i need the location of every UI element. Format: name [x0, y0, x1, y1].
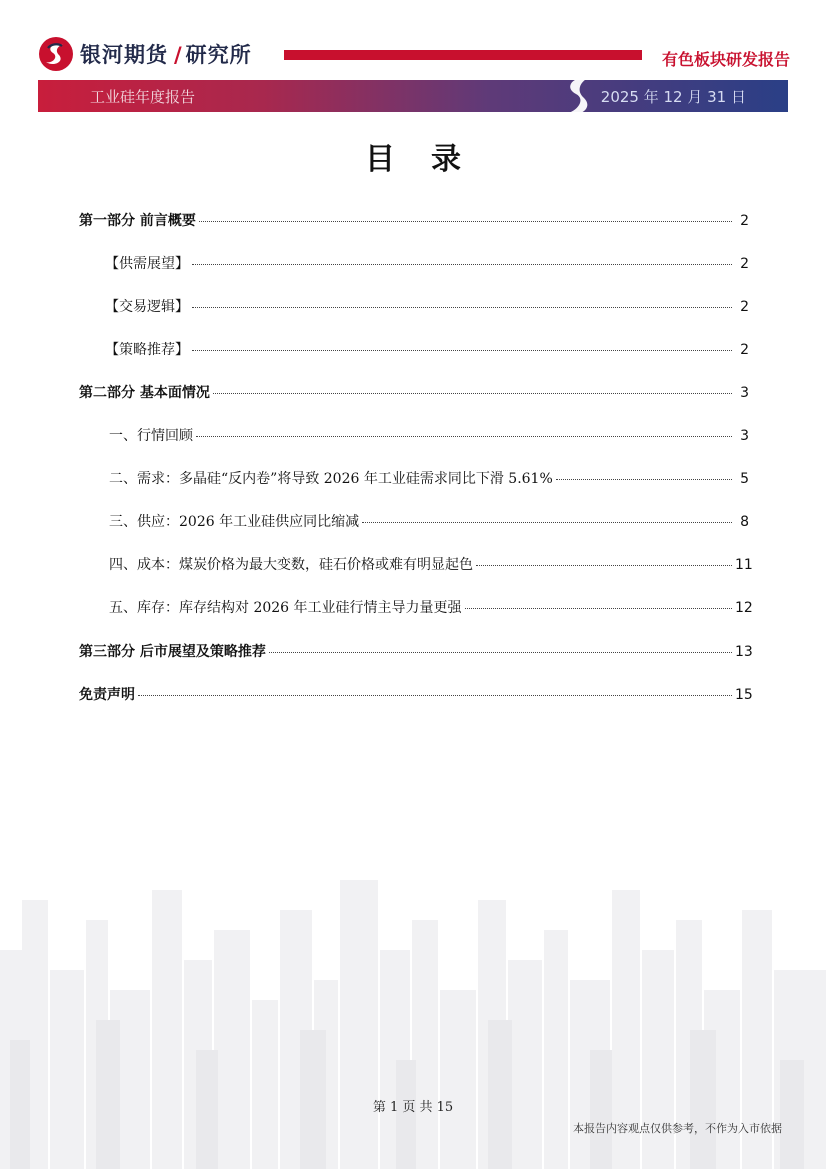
toc-item-title: 一、行情回顾 — [109, 428, 193, 444]
toc-item-title: 免责声明 — [79, 687, 135, 703]
toc-dot-leader — [192, 264, 732, 265]
toc-dot-leader — [213, 393, 732, 394]
toc-item-title: 四、成本：煤炭价格为最大变数，硅石价格或难有明显起色 — [109, 557, 473, 573]
toc-item-title: 【交易逻辑】 — [105, 299, 189, 315]
toc-dot-leader — [199, 221, 732, 222]
page-title: 目录 — [365, 142, 497, 177]
banner-s-icon — [558, 74, 598, 118]
header-banner — [38, 80, 788, 112]
toc-item-title: 二、需求：多晶硅“反内卷”将导致 2026 年工业硅需求同比下滑 5.61% — [109, 471, 553, 487]
toc-item-page: 13 — [735, 644, 753, 660]
footer-disclaimer: 本报告内容观点仅供参考，不作为入市依据 — [573, 1122, 782, 1135]
toc-dot-leader — [362, 522, 732, 523]
toc-item-title: 五、库存：库存结构对 2026 年工业硅行情主导力量更强 — [109, 600, 462, 616]
toc-item[interactable] — [109, 468, 749, 488]
toc-item-title: 第三部分 后市展望及策略推荐 — [79, 644, 266, 660]
toc-item-title: 第二部分 基本面情况 — [79, 385, 210, 401]
toc-dot-leader — [192, 350, 732, 351]
toc-item-page: 12 — [735, 600, 753, 616]
toc-item[interactable] — [79, 210, 749, 230]
toc-dot-leader — [138, 695, 732, 696]
report-date: 2025 年 12 月 31 日 — [600, 88, 746, 106]
toc-dot-leader — [465, 608, 732, 609]
toc-item-page: 2 — [740, 342, 749, 358]
toc-item-page: 3 — [740, 385, 749, 401]
toc-item-page: 5 — [740, 471, 749, 487]
toc-item[interactable] — [109, 511, 749, 531]
header-red-bar — [284, 50, 642, 60]
toc-item-page: 8 — [740, 514, 749, 530]
brand-name: 银河期货 — [80, 43, 168, 67]
toc-item[interactable] — [109, 425, 749, 445]
toc-item-page: 11 — [735, 557, 753, 573]
toc-dot-leader — [192, 307, 732, 308]
toc-item[interactable] — [109, 597, 753, 617]
toc-item-title: 三、供应：2026 年工业硅供应同比缩减 — [109, 514, 360, 530]
report-type: 工业硅年度报告 — [90, 88, 196, 106]
toc-item-title: 第一部分 前言概要 — [79, 213, 196, 229]
toc-item[interactable] — [105, 339, 749, 359]
page-number: 第 1 页 共 15 — [372, 1100, 454, 1115]
toc-item[interactable] — [79, 382, 749, 402]
brand-division: 研究所 — [185, 43, 252, 67]
galaxy-logo-icon — [38, 36, 74, 72]
toc-item[interactable] — [105, 253, 749, 273]
toc-item-page: 3 — [740, 428, 749, 444]
toc-dot-leader — [196, 436, 732, 437]
toc-dot-leader — [476, 565, 732, 566]
report-category: 有色板块研发报告 — [661, 50, 790, 69]
toc-item-page: 2 — [740, 213, 749, 229]
toc-item[interactable] — [105, 296, 749, 316]
toc-item-title: 【策略推荐】 — [105, 342, 189, 358]
toc-item-page: 2 — [740, 299, 749, 315]
company-logo — [38, 36, 252, 72]
toc-dot-leader — [556, 479, 732, 480]
toc-item-page: 2 — [740, 256, 749, 272]
brand-slash: / — [174, 43, 183, 67]
toc-item[interactable] — [79, 684, 753, 704]
toc-item-title: 【供需展望】 — [105, 256, 189, 272]
toc-dot-leader — [269, 652, 732, 653]
toc-item[interactable] — [79, 641, 753, 661]
toc-item-page: 15 — [735, 687, 753, 703]
toc-item[interactable] — [109, 554, 753, 574]
